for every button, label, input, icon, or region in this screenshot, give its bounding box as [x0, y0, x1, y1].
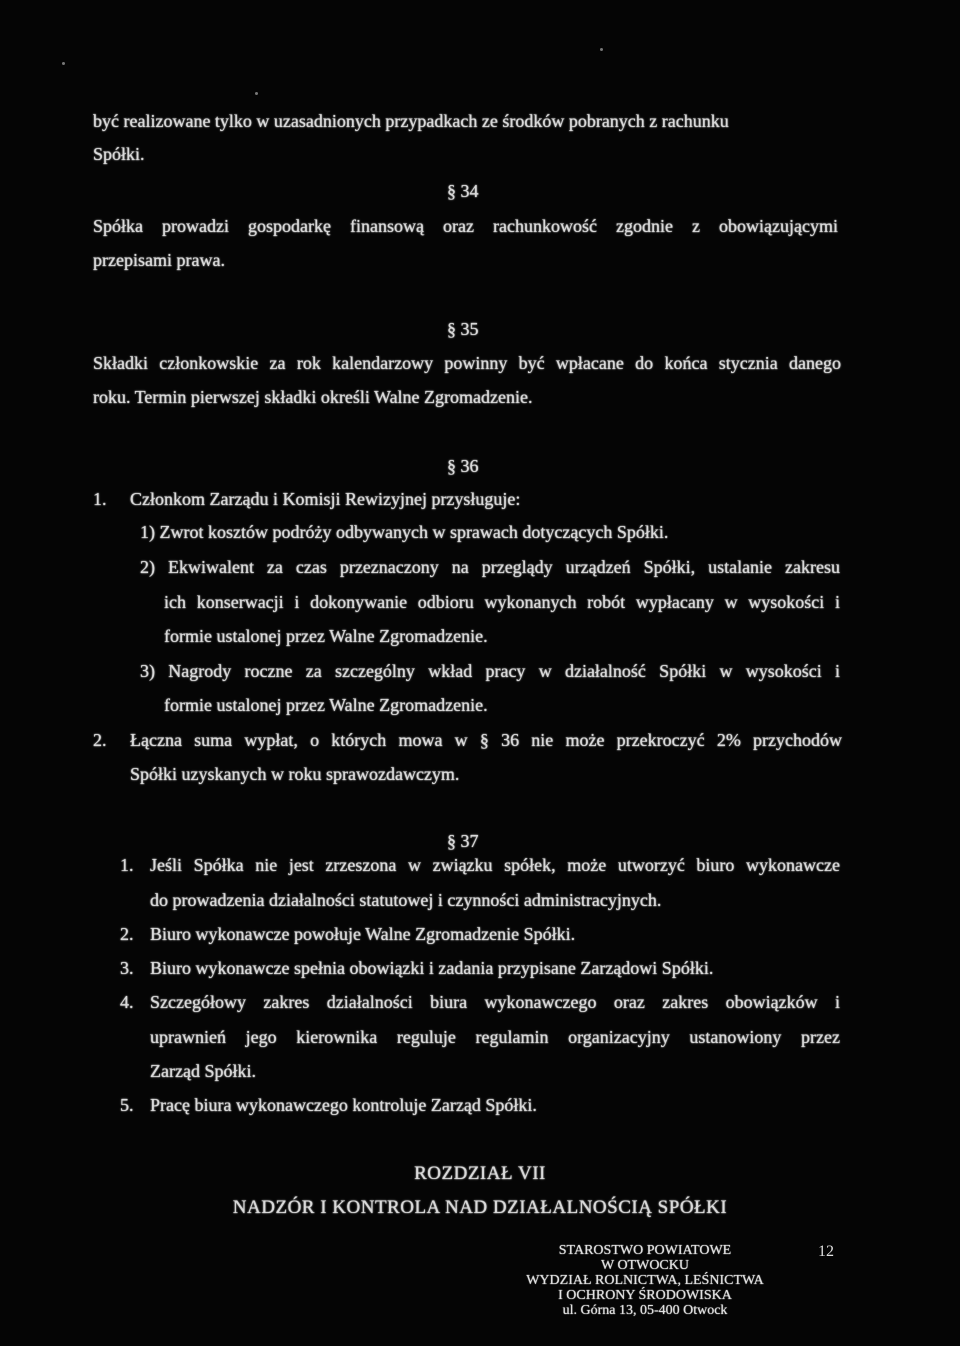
text-line: Spółki.	[93, 144, 145, 164]
scan-noise	[62, 62, 65, 65]
scan-noise	[255, 92, 258, 95]
text-line: formie ustalonej przez Walne Zgromadzenie.	[164, 626, 488, 646]
text-line: formie ustalonej przez Walne Zgromadzenie.	[164, 695, 488, 715]
text-line: być realizowane tylko w uzasadnionych przypadkach ze środków pobranych z rachunku	[93, 111, 729, 131]
text-line: Jeśli Spółka nie jest zrzeszona w związku spółek, może utworzyć biuro wykonawcze	[150, 855, 840, 875]
text-line: Członkom Zarządu i Komisji Rewizyjnej przysługuje:	[130, 489, 521, 509]
list-number: 1.	[120, 855, 134, 875]
section-heading-35: § 35	[447, 319, 479, 339]
text-line: Spółka prowadzi gospodarkę finansową oraz rachunkowość zgodnie z obowiązującymi	[93, 216, 838, 236]
list-number: 4.	[120, 992, 134, 1012]
official-stamp	[520, 1243, 770, 1318]
text-line: Łączna suma wypłat, o których mowa w § 36 nie może przekroczyć 2% przychodów	[130, 730, 842, 750]
text-line: 2) Ekwiwalent za czas przeznaczony na przeglądy urządzeń Spółki, ustalanie zakresu	[140, 557, 840, 577]
text-line: 1) Zwrot kosztów podróży odbywanych w sprawach dotyczących Spółki.	[140, 522, 669, 542]
page-number: 12	[818, 1243, 834, 1260]
section-heading-36: § 36	[447, 456, 479, 476]
chapter-heading: ROZDZIAŁ VII	[414, 1163, 546, 1184]
section-heading-34: § 34	[447, 181, 479, 201]
text-line: do prowadzenia działalności statutowej i czynności administracyjnych.	[150, 890, 662, 910]
text-line: Biuro wykonawcze spełnia obowiązki i zadania przypisane Zarządowi Spółki.	[150, 958, 714, 978]
text-line: 3) Nagrody roczne za szczególny wkład pracy w działalność Spółki w wysokości i	[140, 661, 840, 681]
text-line: Spółki uzyskanych w roku sprawozdawczym.	[130, 764, 460, 784]
text-line: uprawnień jego kierownika reguluje regulamin organizacyjny ustanowiony przez	[150, 1027, 840, 1047]
scan-noise	[600, 48, 603, 51]
list-number: 5.	[120, 1095, 134, 1115]
text-line: Biuro wykonawcze powołuje Walne Zgromadzenie Spółki.	[150, 924, 576, 944]
text-line: przepisami prawa.	[93, 250, 225, 270]
text-line: Pracę biura wykonawczego kontroluje Zarząd Spółki.	[150, 1095, 537, 1115]
stamp-line: I OCHRONY ŚRODOWISKA	[558, 1288, 732, 1303]
stamp-line: ul. Górna 13, 05-400 Otwock	[562, 1303, 728, 1318]
text-line: ich konserwacji i dokonywanie odbioru wykonanych robót wypłacany w wysokości i	[164, 592, 840, 612]
text-line: Składki członkowskie za rok kalendarzowy powinny być wpłacane do końca stycznia danego	[93, 353, 841, 373]
text-line: roku. Termin pierwszej składki określi Walne Zgromadzenie.	[93, 387, 533, 407]
list-number: 3.	[120, 958, 134, 978]
section-heading-37: § 37	[447, 831, 479, 851]
stamp-line: W OTWOCKU	[600, 1258, 689, 1273]
list-number: 2.	[93, 730, 107, 750]
chapter-title: NADZÓR I KONTROLA NAD DZIAŁALNOŚCIĄ SPÓŁKI	[232, 1197, 728, 1218]
stamp-line: STAROSTWO POWIATOWE	[558, 1243, 732, 1258]
text-line: Szczegółowy zakres działalności biura wykonawczego oraz zakres obowiązków i	[150, 992, 840, 1012]
list-number: 2.	[120, 924, 134, 944]
stamp-line: WYDZIAŁ ROLNICTWA, LEŚNICTWA	[526, 1273, 764, 1288]
list-number: 1.	[93, 489, 107, 509]
text-line: Zarząd Spółki.	[150, 1061, 256, 1081]
